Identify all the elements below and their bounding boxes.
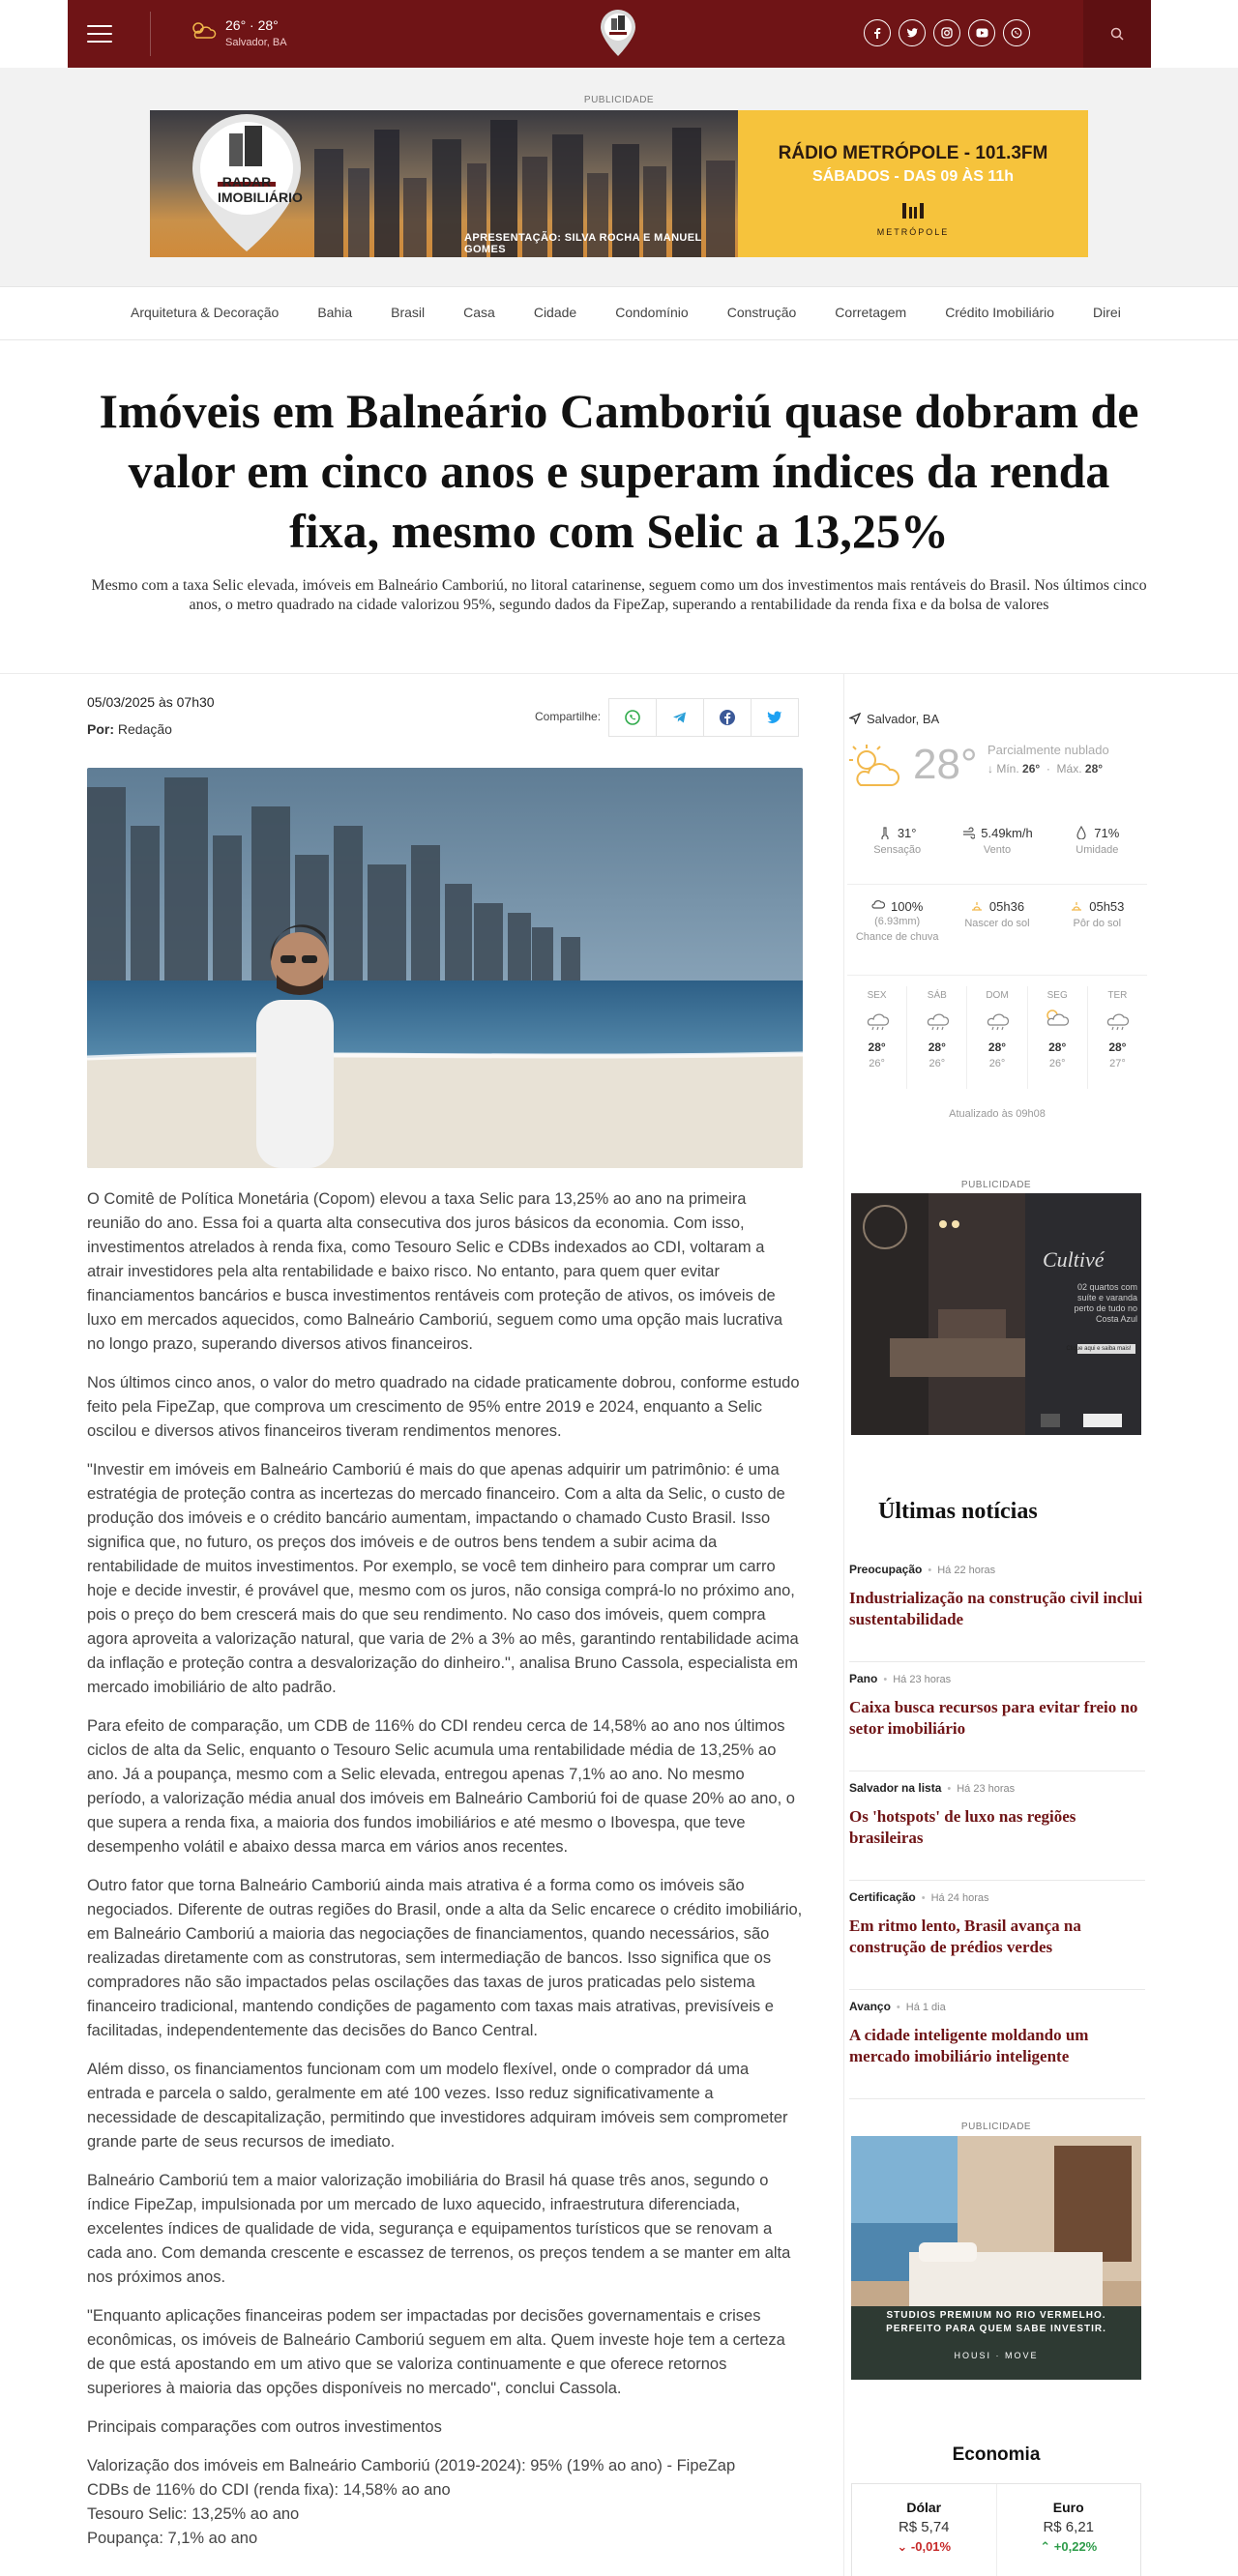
search-icon	[1110, 27, 1124, 41]
news-time: • Há 22 horas	[928, 1565, 995, 1576]
weather-stat-value	[947, 826, 1046, 840]
article-paragraph: O Comitê de Política Monetária (Copom) elevou a taxa Selic para 13,25% ao ano na primeira reunião do ano. Essa foi a quarta alta consecutiva dos juros básicos da economia. Com isso, investimentos atrelados à renda fixa, como Tesouro Selic e CDBs indexados ao CDI, voltaram a atrair investidores pela alta rentabilidade e baixo risco. No entanto, para quem quer evitar financiamentos bancários e busca investimentos rentáveis com proteção de ativos, os imóveis de luxo em mercados aquecidos, como Balneário Camboriú, seguem como uma opção mais lucrativa no longo prazo, superando diversos ativos financeiros.	[87, 1190, 783, 1353]
latest-news-list	[849, 1553, 1145, 2099]
rain-cloud-icon	[923, 1007, 952, 1032]
instagram-icon[interactable]	[933, 19, 960, 46]
weather-stat-value	[1047, 899, 1147, 914]
wind-icon	[961, 826, 975, 839]
forecast-min: 26°	[1048, 1058, 1066, 1069]
currency-name: Euro	[1052, 2500, 1084, 2515]
search-button[interactable]	[1083, 0, 1151, 68]
radio-brand: METRÓPOLE	[876, 227, 950, 237]
divider	[0, 673, 1238, 674]
ad-label: PUBLICIDADE	[960, 2122, 1032, 2132]
article-paragraph: Balneário Camboriú tem a maior valorização imobiliária do Brasil há quase três anos, segundo o índice FipeZap, impulsionada por um mercado de luxo aquecido, infraestrutura diferenciada, excelentes índices de qualidade de vida, segurança e equipamentos turísticos que se renovam a cada ano. Com demanda crescente e escassez de terrenos, os preços tendem a se manter em alta nos próximos anos.	[87, 2172, 791, 2286]
category-link[interactable]: Brasil	[391, 305, 426, 320]
news-time: • Há 1 dia	[897, 2002, 946, 2013]
news-category[interactable]: Salvador na lista	[849, 1781, 942, 1795]
comparison-item: Tesouro Selic: 13,25% ao ano	[87, 2505, 300, 2523]
category-link[interactable]: Construção	[726, 305, 797, 320]
forecast-day-name: TER	[1107, 990, 1128, 1001]
currency-price: R$ 6,21	[1043, 2519, 1095, 2535]
weather-stat	[947, 826, 1046, 856]
partly-cloudy-icon	[1043, 1007, 1072, 1032]
radio-schedule: SÁBADOS - DAS 09 ÀS 11h	[811, 168, 1015, 185]
economy-box	[851, 2483, 1141, 2576]
weather-stat-value	[947, 899, 1046, 914]
weather-stats-row-1	[847, 826, 1147, 856]
category-link[interactable]: Cidade	[533, 305, 577, 320]
article-paragraph: "Investir em imóveis em Balneário Camboriú é mais do que apenas adquirir um patrimônio: é uma estratégia de proteção contra as incertezas do mercado financeiro. Com a alta da Selic, o custo de produção dos imóveis e o crédito bancário aumentam, impactando o chamado Custo Brasil. Isso significa que, no futuro, os preços dos imóveis e de outros bens tendem a subir acima da rentabilidade de muitos investimentos. Por exemplo, se você tem dinheiro para comprar um carro hoje e decide investir, é provável que, mesmo com os juros, não consiga comprá-lo no próximo ano, pois o preço do bem crescerá mais do que seu rendimento. No caso dos imóveis, quem compra agora aproveita a valorização natural, que varia de 2% a 3% ao mês, garantindo rentabilidade acima da inflação e proteção contra a desvalorização do dinheiro.", analisa Bruno Cassola, especialista em mercado imobiliário de alto padrão.	[87, 1461, 799, 1696]
stat-value: 05h36	[988, 899, 1025, 914]
article-paragraph: Além disso, os financiamentos funcionam com um modelo flexível, onde o comprador dá uma entrada e parcela o saldo, geralmente em até 100 vezes. Isso reduz significativamente a necessidade de descapitalização, permitindo que investidores adquiram imóveis sem comprometer grande parte de seus recursos de imediato.	[87, 2061, 788, 2151]
rain-icon	[871, 899, 885, 913]
sidebar-ad-1[interactable]	[851, 1193, 1141, 1435]
max-temp: 28°	[1084, 762, 1104, 776]
forecast-day-name: DOM	[986, 990, 1009, 1001]
top-ad-area	[0, 68, 1238, 286]
stat-label: Umidade	[1076, 844, 1119, 856]
stat-value: 100%	[891, 899, 924, 914]
news-time: • Há 23 horas	[947, 1783, 1015, 1795]
news-item[interactable]	[849, 1662, 1145, 1771]
weather-location	[849, 712, 939, 726]
weather-updated: Atualizado às 09h08	[949, 1108, 1046, 1120]
ad-text: 02 quartos com suíte e varanda perto de tudo no Costa Azul	[1074, 1282, 1137, 1324]
rain-cloud-icon	[1103, 1007, 1132, 1032]
category-link[interactable]: Casa	[463, 305, 495, 320]
share-telegram-button[interactable]	[656, 698, 704, 737]
news-title[interactable]: Em ritmo lento, Brasil avança na construção de prédios verdes	[849, 1917, 1081, 1956]
category-list	[131, 305, 1160, 320]
twitter-icon	[766, 710, 783, 725]
category-link[interactable]: Arquitetura & Decoração	[131, 305, 280, 320]
news-category[interactable]: Certificação	[849, 1890, 916, 1904]
latest-news-title: Últimas notícias	[878, 1499, 1038, 1524]
weather-stat	[847, 826, 947, 856]
divider	[847, 975, 1147, 976]
article-headline: Imóveis em Balneário Camboriú quase dobram de valor em cinco anos e superam índices da renda fixa, mesmo com Selic a 13,25%	[99, 384, 1139, 558]
stat-value: 5.49km/h	[981, 826, 1033, 840]
facebook-icon[interactable]	[864, 19, 891, 46]
article-paragraph: Outro fator que torna Balneário Camboriú ainda mais atrativa é a forma como os imóveis são negociados. Diferente de outras regiões do Brasil, onde a alta da Selic encarece o crédito imobiliário, em Balneário Camboriú a maioria das negociações de financiamentos, quando necessários, são realizadas diretamente com as construtoras, sem intermediação de bancos. Isso significa que os compradores não são impactados pelas oscilações das taxas de juros praticadas pelo sistema financeiro tradicional, mantendo condições de pagamento com taxas mais atrativas, previsíveis e facilitadas, independentemente das decisões do Banco Central.	[87, 1877, 803, 2039]
weather-stat-value	[847, 899, 947, 914]
location-arrow-icon	[849, 713, 861, 724]
humidity-icon	[1075, 826, 1088, 839]
ad-brands: HOUSI · MOVE	[954, 2351, 1039, 2360]
forecast-max: 28°	[928, 1040, 946, 1054]
weather-description: Parcialmente nublado	[987, 743, 1109, 757]
bedroom-photo-illustration	[851, 2136, 1141, 2380]
ad-text-line-1: STUDIOS PREMIUM NO RIO VERMELHO.	[886, 2310, 1106, 2321]
forecast-day-name: SÁB	[927, 990, 947, 1001]
rain-cloud-icon	[983, 1007, 1012, 1032]
logo-icon[interactable]	[599, 8, 637, 58]
news-title[interactable]: Industrialização na construção civil inclui sustentabilidade	[849, 1589, 1143, 1628]
ad-cta: Clique aqui e saiba mais!	[1066, 1346, 1132, 1352]
economy-title: Economia	[952, 2444, 1041, 2465]
news-title[interactable]: Os 'hotspots' de luxo nas regiões brasileiras	[849, 1807, 1076, 1847]
byline-label: Por:	[87, 721, 114, 737]
weather-stat-value	[1047, 826, 1147, 840]
comparison-item: CDBs de 116% do CDI (renda fixa): 14,58% ao ano	[87, 2481, 451, 2499]
partly-cloudy-icon	[189, 19, 218, 41]
divider	[847, 884, 1147, 885]
header-divider	[150, 12, 151, 56]
stat-label: Pôr do sol	[1073, 918, 1122, 929]
news-item[interactable]	[849, 1553, 1145, 1662]
partly-cloudy-icon	[847, 743, 905, 791]
weather-location-label: Salvador, BA	[867, 712, 940, 726]
thermometer-icon	[878, 826, 892, 839]
article-author: Redação	[117, 721, 172, 737]
article-paragraph: Nos últimos cinco anos, o valor do metro quadrado na cidade praticamente dobrou, conforme estudo feito pela FipeZap, que comprova um crescimento de 95% entre 2019 e 2024, enquanto a Selic oscilou e diversos ativos financeiros tiveram rendimentos menores.	[87, 1374, 800, 1440]
category-link[interactable]: Corretagem	[835, 305, 907, 320]
min-temp: 26°	[1022, 762, 1041, 776]
news-item[interactable]	[849, 1881, 1145, 1990]
sidebar-divider	[843, 674, 844, 2576]
forecast-max: 28°	[1048, 1040, 1067, 1054]
ad-text-line-2: PERFEITO PARA QUEM SABE INVESTIR.	[886, 2324, 1106, 2334]
forecast-day	[907, 986, 967, 1089]
news-item[interactable]	[849, 1771, 1145, 1881]
forecast-day	[847, 986, 907, 1089]
forecast-day	[1028, 986, 1088, 1089]
ad-caption: APRESENTAÇÃO: SILVA ROCHA E MANUEL GOMES	[464, 232, 702, 255]
news-time: • Há 23 horas	[883, 1674, 951, 1685]
forecast-day	[1088, 986, 1147, 1089]
share-label: Compartilhe:	[535, 710, 602, 723]
currency-quote	[852, 2484, 997, 2576]
social-links	[864, 19, 1030, 46]
share-buttons	[609, 698, 799, 737]
ad-label: PUBLICIDADE	[583, 95, 655, 105]
forecast-day-name: SEG	[1046, 990, 1068, 1001]
stat-label: Chance de chuva	[855, 931, 939, 943]
news-title[interactable]: A cidade inteligente moldando um mercado imobiliário inteligente	[849, 2026, 1089, 2065]
weather-temp: 28°	[913, 741, 978, 788]
news-category[interactable]: Pano	[849, 1672, 878, 1685]
weather-forecast	[847, 986, 1147, 1089]
currency-name: Dólar	[906, 2500, 942, 2515]
stat-value: 05h53	[1089, 899, 1125, 914]
weather-stat	[1047, 899, 1147, 943]
news-time: • Há 24 horas	[922, 1892, 989, 1904]
forecast-min: 26°	[869, 1058, 885, 1069]
article-date: 05/03/2025 às 07h30	[87, 694, 215, 710]
ad-label: PUBLICIDADE	[960, 1180, 1032, 1190]
telegram-icon	[671, 709, 689, 726]
stat-value: 31°	[897, 826, 917, 840]
sunset-icon	[1070, 899, 1083, 913]
category-link[interactable]: Bahia	[317, 305, 353, 320]
forecast-max: 28°	[1108, 1040, 1127, 1054]
radio-ad-panel	[738, 110, 1088, 257]
hero-image	[87, 768, 803, 1168]
weather-stat	[947, 899, 1046, 943]
share-whatsapp-button[interactable]	[608, 698, 657, 737]
article-byline	[87, 721, 172, 737]
weather-stats-row-2	[847, 899, 1147, 943]
news-title[interactable]: Caixa busca recursos para evitar freio no setor imobiliário	[849, 1698, 1138, 1738]
forecast-max: 28°	[868, 1040, 886, 1054]
stat-label: Vento	[983, 844, 1012, 856]
weather-stat-value	[847, 826, 947, 840]
top-ad-banner[interactable]	[150, 110, 1088, 257]
chevron-down-icon: ⌄	[897, 2539, 911, 2554]
ad-skyline	[150, 110, 738, 257]
article-subtitle: Mesmo com a taxa Selic elevada, imóveis em Balneário Camboriú, no litoral catarinense, seguem como um dos investimentos mais rentáveis do Brasil. Nos últimos cinco anos, o metro quadrado na cidade valorizou 95%, segundo dados da FipeZap, superando a rentabilidade da renda fixa e da bolsa de valores	[91, 577, 1147, 613]
metropole-logo-icon	[900, 201, 926, 220]
forecast-min: 27°	[1109, 1058, 1126, 1069]
header-city: Salvador, BA	[225, 37, 287, 48]
sunrise-icon	[970, 899, 984, 913]
forecast-max: 28°	[987, 1040, 1007, 1054]
forecast-min: 26°	[928, 1058, 946, 1069]
sidebar-ad-2[interactable]	[851, 2136, 1141, 2380]
twitter-icon[interactable]	[899, 19, 926, 46]
category-link[interactable]: Direi	[1093, 305, 1121, 320]
menu-icon[interactable]	[87, 25, 112, 43]
beach-photo-illustration	[87, 768, 803, 1168]
stat-label: Sensação	[873, 844, 922, 856]
max-label: Máx.	[1056, 762, 1082, 776]
forecast-day-name: SEX	[867, 990, 887, 1001]
chevron-up-icon: ⌃	[1040, 2539, 1054, 2554]
weather-stat	[847, 899, 947, 943]
category-link[interactable]: Crédito Imobiliário	[945, 305, 1055, 320]
forecast-day	[967, 986, 1027, 1089]
ad-script-title: Cultivé	[1043, 1247, 1105, 1272]
share-twitter-button[interactable]	[751, 698, 799, 737]
stat-sub: (6.93mm)	[874, 916, 921, 927]
change-value: -0,01%	[910, 2539, 952, 2554]
top-header	[0, 0, 1238, 68]
header-bar	[68, 0, 1151, 68]
article-body	[87, 1187, 803, 2551]
share-facebook-button[interactable]	[703, 698, 752, 737]
whatsapp-icon[interactable]	[1003, 19, 1030, 46]
article-paragraph: "Enquanto aplicações financeiras podem ser impactadas por decisões governamentais e crises econômicas, os imóveis de Balneário Camboriú seguem em alta. Quem investe hoje tem a certeza de que está apostando em um ativo que se valoriza continuamente e que oferece retornos superiores à maioria das opções disponíveis no mercado", conclui Cassola.	[87, 2307, 785, 2397]
currency-quote	[997, 2484, 1141, 2576]
currency-change	[852, 2539, 996, 2555]
news-category[interactable]: Preocupação	[849, 1563, 923, 1576]
forecast-min: 26°	[988, 1058, 1006, 1069]
currency-price: R$ 5,74	[898, 2519, 950, 2535]
article-paragraph: Para efeito de comparação, um CDB de 116% do CDI rendeu cerca de 14,58% ao ano nos últimos ciclos de alta da Selic, enquanto o Tesouro Selic acumula uma rentabilidade média de 13,25% ao ano. Já a poupança, mesmo com a Selic elevada, entregou apenas 7,1% ao ano. No mesmo período, a valorização média anual dos imóveis em Balneário Camboriú foi de quase 20% ao ano, o que supera a renda fixa, a maioria dos fundos imobiliários e até mesmo o Ibovespa, que teve desempenho volátil e abaixo dessa marca em vários anos recentes.	[87, 1717, 795, 1856]
whatsapp-icon	[624, 709, 641, 726]
news-item[interactable]	[849, 1990, 1145, 2099]
stat-label: Nascer do sol	[964, 918, 1030, 929]
header-temps: 26° · 28°	[225, 17, 279, 33]
category-link[interactable]: Condomínio	[615, 305, 689, 320]
comparison-item: Valorização dos imóveis em Balneário Camboriú (2019-2024): 95% (19% ao ano) - FipeZap	[87, 2457, 736, 2474]
category-nav	[0, 286, 1238, 340]
currency-change	[997, 2539, 1141, 2555]
youtube-icon[interactable]	[968, 19, 995, 46]
article-paragraph: Principais comparações com outros investimentos	[87, 2418, 442, 2436]
radio-title: RÁDIO METRÓPOLE - 101.3FM	[778, 143, 1048, 163]
weather-stat	[1047, 826, 1147, 856]
radar-brand-text: RADAR IMOBILIÁRIO	[218, 174, 303, 205]
change-value: +0,22%	[1053, 2539, 1098, 2554]
min-label: Mín.	[996, 762, 1019, 776]
rain-cloud-icon	[863, 1007, 892, 1032]
comparison-item: Poupança: 7,1% ao ano	[87, 2530, 258, 2547]
stat-value: 71%	[1094, 826, 1120, 840]
facebook-icon	[719, 709, 736, 726]
news-category[interactable]: Avanço	[849, 2000, 891, 2013]
weather-minmax: ↓ Mín. 26° · Máx. 28°	[987, 762, 1104, 776]
